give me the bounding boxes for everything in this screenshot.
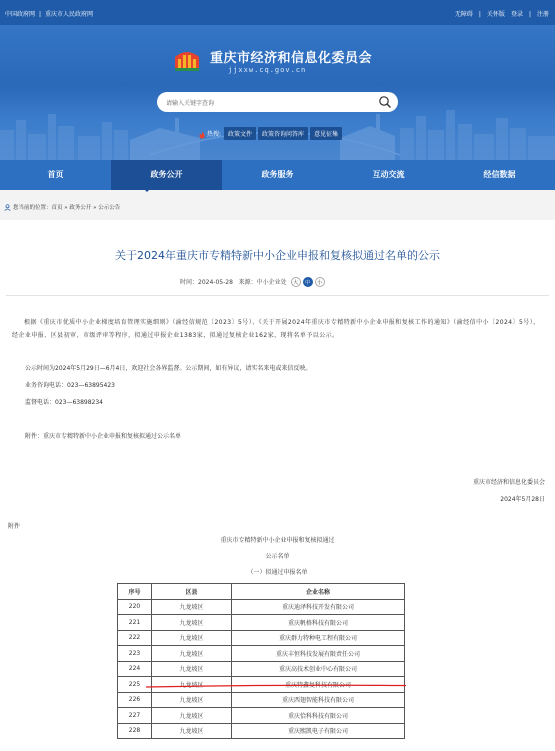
row-company: 重庆丰恒科技发展有限责任公司 (232, 646, 405, 662)
article-source: 中小企业处 (256, 279, 287, 286)
table-row (118, 599, 405, 615)
table-row (118, 661, 405, 677)
row-company: 重庆帆格科技有限公司 (232, 615, 405, 631)
search-box[interactable] (157, 92, 398, 112)
breadcrumb-path[interactable]: 首页 » 政务公开 » 公示公告 (51, 205, 121, 211)
row-index: 220 (118, 599, 152, 615)
row-company: 重庆迪泽科技开发有限公司 (232, 599, 405, 615)
table-row (118, 708, 405, 724)
row-index: 222 (118, 630, 152, 646)
site-logo-icon (172, 43, 202, 73)
search-icon[interactable] (378, 95, 392, 109)
row-company: 重庆恰科科技有限公司 (232, 708, 405, 724)
font-size-large-button[interactable]: 大 (291, 277, 301, 287)
row-index: 221 (118, 615, 152, 631)
breadcrumb (4, 203, 120, 211)
column-header: 序号 (118, 584, 152, 600)
link-accessibility[interactable]: 无障碍 (454, 11, 473, 18)
source-label: 来源： (238, 279, 257, 286)
top-bar (0, 0, 555, 25)
search-input[interactable]: 请输入关键字查询 (166, 100, 215, 107)
table-row (118, 692, 405, 708)
row-district: 九龙坡区 (152, 661, 232, 677)
attachment-section: （一）拟通过申报名单 (247, 569, 308, 576)
row-district: 九龙坡区 (152, 615, 232, 631)
row-index: 225 (118, 677, 152, 693)
paragraph-intro: 根据《重庆市优质中小企业梯度培育管理实施细则》（渝经信规范〔2023〕5号）、《关于开展2024年重庆市专精特新中小企业申报和复核工作的通知》（渝经信中小〔2024〕5号），经企业申报、区县初审、市级评审等程序，拟通过申报企业1383家，拟通过复核企业162家，现将名单予以公示。 (12, 319, 540, 339)
attachment-subtitle: 公示名单 (265, 553, 290, 560)
link-gov-cn[interactable]: 中国政府网 (5, 11, 36, 18)
divider (6, 295, 549, 296)
link-register[interactable]: 注册 (536, 11, 549, 18)
article-title: 关于2024年重庆市专精特新中小企业申报和复核拟通过名单的公示 (115, 249, 440, 262)
column-header: 企业名称 (232, 584, 405, 600)
row-company: 重庆群力特种电工程有限公司 (232, 630, 405, 646)
breadcrumb-prefix: 您当前的位置： (13, 205, 52, 211)
attachment-link[interactable]: 附件：重庆市专精特新中小企业申报和复核拟通过公示名单 (25, 433, 182, 440)
hot-search (198, 127, 344, 140)
hot-tag-policy-qa[interactable]: 政策咨询问答库 (258, 127, 308, 140)
font-size-medium-button[interactable]: 中 (303, 277, 313, 287)
table-header (118, 584, 405, 600)
article-container (0, 220, 555, 751)
sign-date: 2024年5月28日 (500, 496, 545, 503)
user-icon (4, 204, 11, 211)
table-row (118, 723, 405, 739)
hot-label: 热搜: (207, 131, 222, 138)
highlight-underline (145, 683, 407, 689)
font-size-small-button[interactable]: 小 (315, 277, 325, 287)
row-district: 九龙坡区 (152, 630, 232, 646)
paragraph-period: 公示时间为2024年5月29日—6月4日，欢迎社会各界监督。公示期间，如有异议，请实名来电或来信反映。 (25, 365, 312, 372)
hot-tag-opinion[interactable]: 意见征集 (310, 127, 342, 140)
publish-time: 2024-05-28 (198, 279, 233, 286)
separator: | (478, 11, 481, 18)
link-login[interactable]: 登录 (510, 11, 523, 18)
nav-item-interaction[interactable]: 互动交流 (372, 170, 405, 179)
top-links-left (5, 9, 97, 18)
nav-active-indicator (143, 188, 151, 192)
row-company: 重庆熙凯电子有限公司 (232, 723, 405, 739)
top-links-right (449, 9, 549, 18)
site-domain: jjxxw.cq.gov.cn (228, 66, 307, 74)
consult-phone: 业务咨询电话：023—63895423 (25, 382, 115, 389)
row-index: 223 (118, 646, 152, 662)
link-cq-gov[interactable]: 重庆市人民政府网 (45, 11, 94, 18)
row-company: 重庆特鑫复科技有限公司 (232, 677, 405, 693)
nav-item-services[interactable]: 政务服务 (261, 170, 294, 179)
row-district: 九龙坡区 (152, 723, 232, 739)
row-index: 227 (118, 708, 152, 724)
attachment-label: 附件 (8, 523, 21, 530)
row-district: 九龙坡区 (152, 677, 232, 693)
row-district: 九龙坡区 (152, 646, 232, 662)
row-index: 224 (118, 661, 152, 677)
site-header (0, 25, 555, 160)
signer: 重庆市经济和信息化委员会 (472, 479, 545, 486)
table-row (118, 646, 405, 662)
separator: | (39, 11, 42, 18)
row-company: 重庆高技术创业中心有限公司 (232, 661, 405, 677)
link-care-mode[interactable]: 关怀版 (486, 11, 505, 18)
row-company: 重庆西翅智能科技有限公司 (232, 692, 405, 708)
fire-icon (198, 131, 206, 139)
row-district: 九龙坡区 (152, 708, 232, 724)
site-title[interactable]: 重庆市经济和信息化委员会 (210, 51, 373, 66)
row-district: 九龙坡区 (152, 599, 232, 615)
time-label: 时间： (180, 279, 199, 286)
separator: | (528, 11, 531, 18)
enterprise-table (117, 583, 405, 739)
supervise-phone: 监督电话：023—63898234 (25, 399, 103, 406)
article-meta (180, 277, 325, 287)
main-nav (0, 160, 555, 190)
hot-tag-policy-docs[interactable]: 政策文件 (224, 127, 256, 140)
row-index: 226 (118, 692, 152, 708)
nav-item-gov-affairs[interactable]: 政务公开 (111, 160, 222, 190)
column-header: 区县 (152, 584, 232, 600)
row-index: 228 (118, 723, 152, 739)
row-district: 九龙坡区 (152, 692, 232, 708)
attachment-title: 重庆市专精特新中小企业申报和复核拟通过 (220, 537, 335, 544)
table-row (118, 615, 405, 631)
nav-item-data[interactable]: 经信数据 (483, 170, 516, 179)
nav-item-home[interactable]: 首页 (47, 170, 64, 179)
table-row (118, 630, 405, 646)
